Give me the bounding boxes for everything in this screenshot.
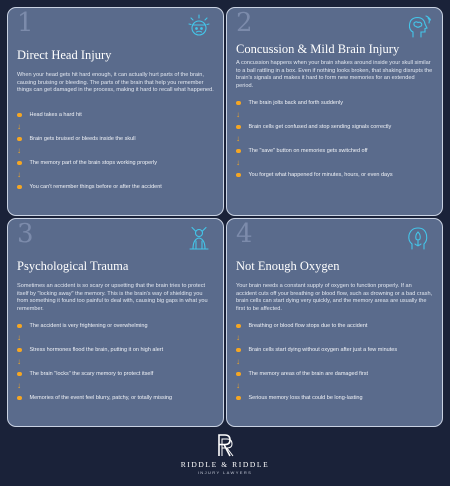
card-description: Your brain needs a constant supply of oxygen to function properly. If an accident cuts off your breathing or blood flow, such as drowning or a bad crash, brain cells can start dying very quickly, and the memory areas are usually the first to be affected. <box>236 283 433 313</box>
bullet-dot <box>236 396 241 401</box>
card-description: Sometimes an accident is so scary or upsetting that the brain tries to protect itself by "locking away" the memory. This is the brain's way of shielding you from something it found too painful to deal with, causing big gaps in what you remember. <box>17 283 208 313</box>
rr-logo-icon <box>212 432 238 458</box>
card-title: Psychological Trauma <box>17 258 129 273</box>
stress-person-icon <box>185 224 213 252</box>
list-item: The brain "locks" the scary memory to protect itself <box>17 369 214 379</box>
step-list <box>236 98 433 180</box>
arrow-down-icon: ↓ <box>17 381 21 390</box>
brand-name: RIDDLE & RIDDLE <box>180 460 270 469</box>
card-number: 2 <box>236 8 253 38</box>
card-psychological-trauma <box>7 218 224 427</box>
bullet-dot <box>236 125 241 130</box>
list-item: You forget what happened for minutes, hours, or even days <box>236 170 433 180</box>
arrow-down-icon: ↓ <box>236 134 240 143</box>
card-title: Direct Head Injury <box>17 47 112 62</box>
bullet-dot <box>236 348 241 353</box>
footer-branding <box>0 432 450 475</box>
bullet-dot <box>17 185 22 190</box>
list-item: Stress hormones flood the brain, putting it on high alert <box>17 345 214 355</box>
arrow-down-icon: ↓ <box>17 357 21 366</box>
list-item: Breathing or blood flow stops due to the accident <box>236 321 433 331</box>
bullet-dot <box>236 173 241 178</box>
arrow-down-icon: ↓ <box>236 381 240 390</box>
brain-head-icon <box>404 13 432 41</box>
arrow-down-icon: ↓ <box>236 357 240 366</box>
infographic-grid <box>7 7 443 427</box>
bullet-dot <box>236 372 241 377</box>
bullet-dot <box>17 161 22 166</box>
card-description: When your head gets hit hard enough, it can actually hurt parts of the brain, causing bruising or bleeding. The parts of the brain that help you remember things can get damaged in the process, making it hard to recall what happened. <box>17 72 214 94</box>
list-item: Brain cells start dying without oxygen after just a few minutes <box>236 345 433 355</box>
bullet-dot <box>236 101 241 106</box>
bullet-dot <box>17 137 22 142</box>
arrow-down-icon: ↓ <box>236 333 240 342</box>
list-item: Brain cells get confused and stop sending signals correctly <box>236 122 433 132</box>
list-item: Memories of the event feel blurry, patchy, or totally missing <box>17 393 214 403</box>
arrow-down-icon: ↓ <box>17 333 21 342</box>
card-concussion <box>226 7 443 216</box>
card-title: Not Enough Oxygen <box>236 258 340 273</box>
arrow-down-icon: ↓ <box>236 158 240 167</box>
card-description: A concussion happens when your brain shakes around inside your skull similar to a ball rattling in a box. Even if nothing looks broken, that shaking disrupts the brain's signals and makes it hard to form new memories for an extended period. <box>236 60 433 90</box>
bullet-dot <box>17 348 22 353</box>
bullet-dot <box>17 372 22 377</box>
bullet-dot <box>17 113 22 118</box>
step-list <box>17 321 214 403</box>
step-list <box>17 110 214 192</box>
arrow-down-icon: ↓ <box>236 110 240 119</box>
step-list <box>236 321 433 403</box>
card-title: Concussion & Mild Brain Injury <box>236 41 400 56</box>
head-injury-icon <box>185 13 213 41</box>
arrow-down-icon: ↓ <box>17 146 21 155</box>
list-item: Head takes a hard hit <box>17 110 214 120</box>
card-number: 3 <box>17 219 34 249</box>
list-item: Serious memory loss that could be long-lasting <box>236 393 433 403</box>
arrow-down-icon: ↓ <box>17 122 21 131</box>
list-item: Brain gets bruised or bleeds inside the skull <box>17 134 214 144</box>
list-item: The brain jolts back and forth suddenly <box>236 98 433 108</box>
bullet-dot <box>236 149 241 154</box>
card-number: 1 <box>17 8 34 38</box>
oxygen-head-icon <box>404 224 432 252</box>
list-item: The "save" button on memories gets switched off <box>236 146 433 156</box>
bullet-dot <box>236 324 241 329</box>
list-item: The memory part of the brain stops working properly <box>17 158 214 168</box>
list-item: The accident is very frightening or overwhelming <box>17 321 214 331</box>
arrow-down-icon: ↓ <box>17 170 21 179</box>
list-item: You can't remember things before or after the accident <box>17 182 214 192</box>
bullet-dot <box>17 396 22 401</box>
card-direct-head-injury <box>7 7 224 216</box>
list-item: The memory areas of the brain are damaged first <box>236 369 433 379</box>
bullet-dot <box>17 324 22 329</box>
card-number: 4 <box>236 219 253 249</box>
brand-tagline: INJURY LAWYERS <box>197 470 253 475</box>
card-not-enough-oxygen <box>226 218 443 427</box>
